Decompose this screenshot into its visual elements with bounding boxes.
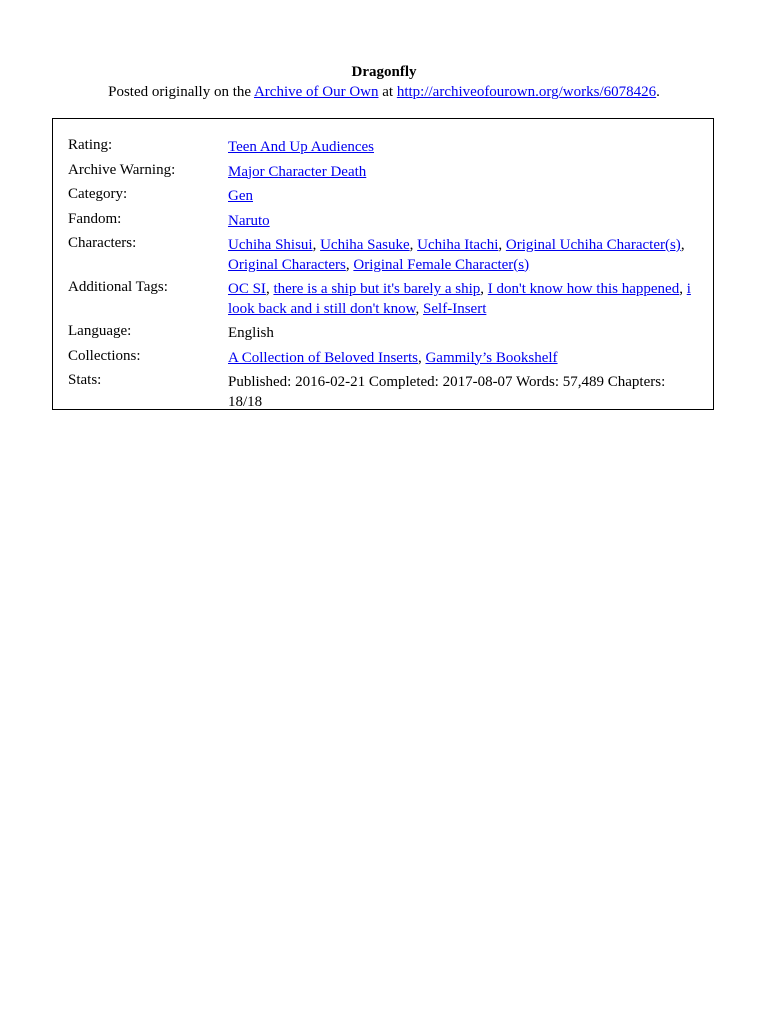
stats-label: Stats: (68, 372, 102, 388)
stats-value: Published: 2016-02-21 Completed: 2017-08-07 Words: 57,489 Chapters: 18/18 (228, 374, 666, 410)
meta-row-rating (68, 136, 698, 161)
meta-row-fandom (68, 210, 698, 235)
tag-link[interactable]: I don't know how this happened (487, 281, 680, 297)
characters-label: Characters: (68, 235, 137, 251)
at-text: at (378, 84, 397, 100)
fandom-value (228, 210, 698, 235)
characters-value: Uchiha Shisui, Uchiha Sasuke, Uchiha Itachi, Original Uchiha Character(s), Original Characters, Original Female Character(s) (228, 237, 685, 273)
tag-link[interactable]: Naruto (228, 212, 270, 229)
work-header (0, 62, 768, 102)
meta-table (68, 136, 698, 415)
category-value (228, 185, 698, 210)
meta-box (52, 118, 714, 410)
rating-label: Rating: (68, 137, 113, 153)
category-label: Category: (68, 186, 128, 202)
posted-prefix: Posted originally on the (108, 84, 254, 100)
tag-link[interactable]: i look back and i still don't know (228, 281, 691, 317)
additional-tags-value: OC SI, there is a ship but it's barely a ship, I don't know how this happened, i look back and i still don't know, Self-Insert (228, 281, 691, 317)
meta-row-characters (68, 234, 698, 278)
language-value: English (228, 325, 274, 341)
meta-row-stats (68, 371, 698, 415)
work-title: Dragonfly (351, 64, 417, 80)
rating-value (228, 136, 698, 161)
tag-link[interactable]: Major Character Death (228, 163, 367, 180)
tag-link[interactable]: OC SI (228, 281, 266, 297)
collections-value: A Collection of Beloved Inserts, Gammily’s Bookshelf (228, 349, 558, 366)
tag-link[interactable]: there is a ship but it's barely a ship (273, 281, 481, 297)
tag-link[interactable]: A Collection of Beloved Inserts (228, 349, 418, 366)
tag-link[interactable]: Original Uchiha Character(s) (505, 237, 681, 253)
meta-row-category (68, 185, 698, 210)
meta-row-warning (68, 161, 698, 186)
tag-link[interactable]: Gammily’s Bookshelf (425, 349, 558, 366)
tag-link[interactable]: Original Characters (228, 256, 346, 273)
tag-link[interactable]: Teen And Up Audiences (228, 139, 375, 155)
posted-line (0, 82, 768, 102)
work-url-link[interactable]: http://archiveofourown.org/works/6078426 (396, 84, 657, 100)
language-label: Language: (68, 323, 132, 339)
collections-label: Collections: (68, 347, 141, 364)
end-punct: . (656, 84, 660, 100)
tag-link[interactable]: Self-Insert (423, 300, 487, 317)
meta-row-collections (68, 347, 698, 372)
archive-link[interactable]: Archive of Our Own (253, 84, 379, 100)
tag-link[interactable]: Uchiha Shisui (228, 237, 313, 253)
tag-link[interactable]: Gen (228, 188, 253, 204)
tag-link[interactable]: Original Female Character(s) (353, 256, 530, 273)
meta-row-language (68, 322, 698, 347)
warning-label: Archive Warning: (68, 161, 176, 178)
meta-row-additional-tags (68, 278, 698, 322)
fandom-label: Fandom: (68, 210, 122, 227)
tag-link[interactable]: Uchiha Sasuke (320, 237, 410, 253)
additional-tags-label: Additional Tags: (68, 279, 168, 295)
tag-link[interactable]: Uchiha Itachi (417, 237, 499, 253)
warning-value (228, 161, 698, 186)
